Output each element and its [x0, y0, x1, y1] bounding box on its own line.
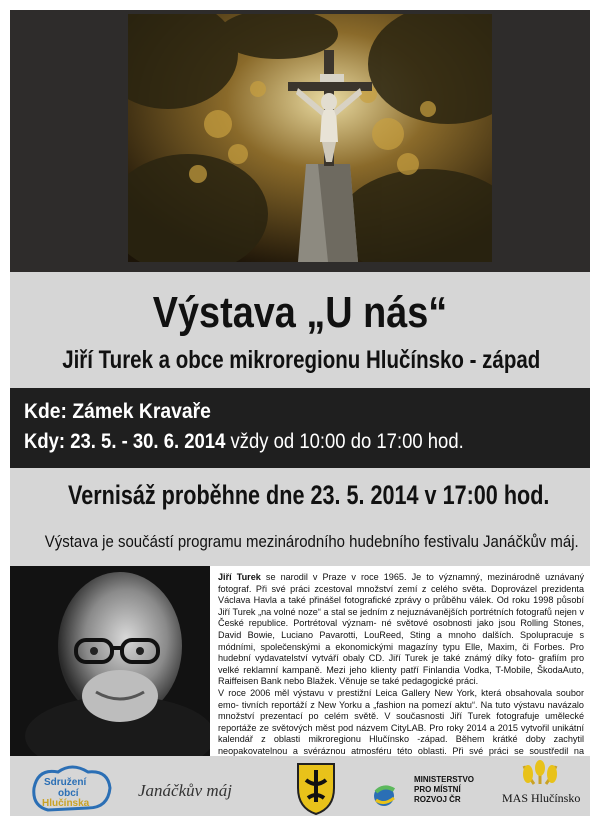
poster [10, 10, 590, 816]
sdruzeni-line2: obcí [58, 788, 79, 799]
festival-note: Výstava je součástí programu mezinárodního hudebního festivalu Janáčkův máj. [44, 532, 579, 551]
sdruzeni-line1: Sdružení [44, 777, 87, 788]
bio-paragraph-1-text: se narodil v Praze v roce 1965. Je to významný, mezinárodně uznávaný fotograf. Při své práci zcestoval množství zemí z celého světa. Doprovázel prezidenta Václava Havla a také přinášel fotografické zprávy o průběhu válek. Od roku 1998 působí Jiří Turek „na volné noze“ a stal se jedním z nejuznávanějších portrétních fotografů nejen v České republice. Portrétoval význam- né světové osobnosti jako jsou Rolling Stones, David Bowie, Luciano Pavarotti, LouReed, Sting a mnoho dalších. Spolupracuje s módními, společenskými a ekonomickými magazíny typu Elle, Maxim, či Forbes. Pro hudební vydavatelství vytváří obaly CD. Jiří Turek je také známý díky foto- grafiím pro velké reklamní kampaně. Mezi jeho klienty patří Finlandia Vodka, T-Mobile, ŠkodaAuto, Raiffeisen Bank nebo Blažek. Věnuje se také pedagogické práci. [218, 572, 584, 687]
place-label: Kde: [24, 400, 67, 423]
sdruzeni-line3: Hlučínska [42, 798, 90, 809]
ministry-line3: ROZVOJ ČR [414, 795, 461, 804]
title-section [10, 282, 590, 388]
place-line [24, 400, 211, 424]
bio-paragraph-1 [218, 572, 584, 688]
sdruzeni-obci-logo [28, 758, 114, 816]
date-value: 23. 5. - 30. 6. 2014 [70, 430, 226, 453]
place-value: Zámek Kravaře [72, 400, 211, 423]
biography-text [218, 572, 584, 781]
event-info [10, 388, 590, 468]
partner-logos [10, 758, 590, 816]
crucifix-photo [128, 14, 492, 262]
ministry-line2: PRO MÍSTNÍ [414, 785, 461, 794]
ministry-logo [370, 758, 486, 816]
poster-title: Výstava „U nás“ [152, 288, 448, 337]
janackuv-maj-logo [134, 758, 244, 816]
ministry-line1: MINISTERSTVO [414, 775, 475, 784]
date-label: Kdy: [24, 430, 66, 453]
bio-paragraph-2: V roce 2006 měl výstavu v prestižní Leica Gallery New York, která obsahovala soubor emo- tivních reportáží z New Yorku a „fashion na pomezí aktu“. Na tuto výstavu navázalo množství prezentací po celém světě. V současnosti Jiří Turek fotografuje umělecké reportáže ze světových měst pod názvem CityLAB. Pro roky 2014 a 2015 vytvořil unikátní kalendář z oblasti mikroregionu Hlučínsko -západ. Během krátké doby zachytil neopakovatelnou a svéráznou atmosféru této oblasti. Při své práci se soustředil na [218, 687, 584, 756]
mas-text: MAS Hlučínsko [502, 791, 581, 805]
poster-subtitle: Jiří Turek a obce mikroregionu Hlučínsko - západ [62, 346, 541, 374]
date-line [24, 430, 464, 454]
vernisage-note: Vernisáž proběhne dne 23. 5. 2014 v 17:00 hod. [68, 480, 550, 510]
time-value: vždy od 10:00 do 17:00 hod. [230, 430, 464, 453]
biography-section [10, 566, 590, 756]
portrait-photo [10, 566, 210, 756]
mas-hlucinsko-logo [498, 758, 582, 816]
bio-name: Jiří Turek [218, 572, 261, 582]
coat-of-arms-logo [294, 758, 338, 816]
janackuv-maj-text: Janáčkův máj [138, 781, 232, 800]
hero-section [10, 10, 590, 272]
